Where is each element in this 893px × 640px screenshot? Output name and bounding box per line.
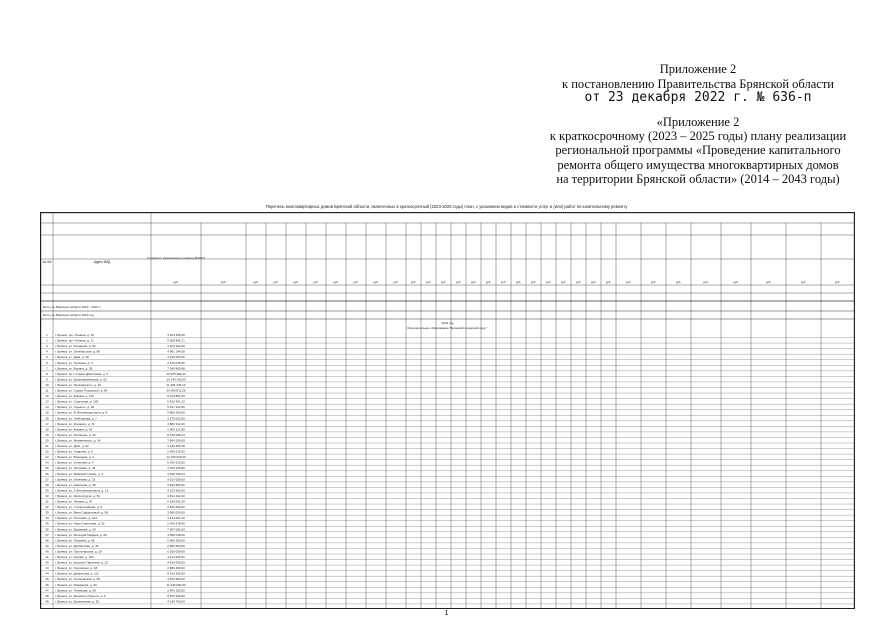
row-cost: 2 345 678,90 bbox=[167, 521, 185, 526]
row-number: 11 bbox=[45, 388, 49, 393]
row-address: г. Брянск, ул. Кирова, д. 103 bbox=[55, 555, 94, 559]
row-address: г. Брянск, ул. Грибоедова, д. 7 bbox=[55, 416, 97, 421]
row-cost: 3 900 000,00 bbox=[167, 510, 185, 515]
appendix-title: Приложение 2 bbox=[659, 62, 737, 76]
row-address: г. Брянск, ул. Пролетарская, д. 19 bbox=[55, 549, 102, 554]
row-address: г. Брянск, ул. Ново-Советская, д. 92 bbox=[55, 521, 105, 526]
page-number: 1 bbox=[444, 610, 449, 617]
row-cost: 5 620 800,00 bbox=[167, 482, 185, 487]
row-cost: 2 800 500,00 bbox=[167, 543, 185, 548]
row-cost: 3 408 760,24 bbox=[167, 471, 185, 476]
row-number: 7 bbox=[46, 366, 48, 371]
unit-cell: руб. bbox=[590, 280, 597, 284]
row-cost: 7 604 300,00 bbox=[167, 438, 185, 443]
row-number: 39 bbox=[45, 543, 49, 548]
row-number: 46 bbox=[45, 582, 49, 587]
row-cost: 22 450 812,28 bbox=[166, 388, 186, 393]
appendix-header bbox=[538, 62, 858, 106]
row-address: г. Брянск, ул. 3 Интернационала, д. 13 bbox=[55, 488, 109, 493]
unit-cell: руб. bbox=[515, 280, 522, 284]
row-address: г. Брянск, ул. Ермакова, д. 34 bbox=[55, 527, 96, 532]
row-cost: 9 805 200,00 bbox=[167, 410, 185, 415]
unit-cell: руб. bbox=[765, 280, 772, 284]
row-address: г. Брянск, ул. Крахмалева, д. 35 bbox=[55, 599, 99, 604]
row-cost: 7 007 000,00 bbox=[167, 527, 185, 532]
row-address: г. Брянск, ул. Красных Партизан, д. 12 bbox=[55, 560, 108, 565]
row-address: г. Брянск, ул. Фокина, д. 119 bbox=[55, 394, 94, 399]
row-number: 4 bbox=[46, 349, 48, 354]
row-number: 49 bbox=[45, 599, 49, 604]
row-number: 12 bbox=[45, 394, 49, 399]
row-number: 3 bbox=[46, 344, 48, 349]
unit-cell: руб. bbox=[733, 280, 739, 284]
row-cost: 2 450 102,00 bbox=[167, 588, 185, 593]
unit-cell: руб. bbox=[313, 280, 319, 284]
unit-cell: руб. bbox=[675, 280, 682, 284]
row-cost: 4 914 545,28 bbox=[167, 333, 185, 337]
row-address: г. Брянск, ул. Октябрьская, д. 98 bbox=[55, 349, 100, 354]
unit-cell: руб. bbox=[575, 280, 582, 284]
row-cost: 4 129 000,00 bbox=[167, 355, 185, 360]
row-number: 28 bbox=[45, 482, 49, 487]
row-cost: 3 276 000,00 bbox=[167, 416, 185, 421]
row-address: г. Брянск, ул. Бежицкая, д. 1 bbox=[55, 455, 95, 460]
inner-appendix-line: региональной программы «Проведение капитального bbox=[555, 143, 841, 158]
row-number: 5 bbox=[46, 355, 48, 360]
unit-cell: руб. bbox=[545, 280, 552, 284]
row-cost: 5 210 250,00 bbox=[167, 571, 185, 576]
unit-cell: руб. bbox=[605, 280, 612, 284]
row-cost: 3 812 412,00 bbox=[167, 493, 185, 498]
unit-cell: руб. bbox=[440, 280, 447, 284]
unit-cell: руб. bbox=[625, 280, 632, 284]
unit-cell: руб. bbox=[425, 280, 432, 284]
row-number: 17 bbox=[45, 421, 49, 426]
row-number: 30 bbox=[45, 493, 49, 498]
row-address: г. Брянск, ул. Ульянова, д. 4 bbox=[55, 460, 94, 465]
row-number: 18 bbox=[45, 427, 49, 432]
row-address: г. Брянск, ул. Дуки, д. 48 bbox=[55, 355, 89, 360]
row-number: 33 bbox=[45, 510, 49, 515]
row-number: 14 bbox=[45, 405, 49, 410]
row-cost: 9 208 856,71 bbox=[167, 338, 185, 343]
row-address: г. Брянск, ул. Луначарского, д. 40 bbox=[55, 382, 101, 387]
row-address: г. Брянск, ул. Донбасская, д. 46 bbox=[55, 543, 99, 548]
row-cost: 3 670 900,00 bbox=[167, 577, 185, 582]
unit-cell: руб. bbox=[410, 280, 417, 284]
total-row-label: Итого по Брянской области 2023 год bbox=[43, 313, 94, 317]
row-number: 19 bbox=[45, 432, 49, 437]
header-cell: Адрес МКД bbox=[93, 260, 111, 264]
total-row-label: Итого по Брянской области 2023 - 2025 гг bbox=[43, 305, 101, 309]
row-cost: 6 200 000,00 bbox=[167, 549, 185, 554]
row-number: 1 bbox=[46, 333, 48, 337]
row-address: г. Брянск, ул. Фокина, д. 42 bbox=[55, 427, 93, 432]
unit-cell: руб. bbox=[455, 280, 462, 284]
unit-cell: руб. bbox=[293, 280, 299, 284]
row-address: г. Брянск, пр-т Ленина, д. 15 bbox=[55, 333, 94, 337]
row-number: 16 bbox=[45, 416, 49, 421]
unit-cell: руб. bbox=[500, 280, 507, 284]
unit-cell: руб. bbox=[834, 280, 841, 284]
header-cell: № п/п bbox=[42, 260, 52, 264]
row-cost: 4 140 700,00 bbox=[167, 599, 185, 604]
appendix-inner-header bbox=[538, 115, 858, 186]
district-label: Муниципальное образование "Брянский городской округ" bbox=[407, 326, 488, 330]
row-number: 32 bbox=[45, 505, 49, 510]
row-address: г. Брянск, ул. Вали Сафроновой, д. 58 bbox=[55, 510, 108, 515]
row-number: 44 bbox=[45, 571, 49, 576]
unit-cell: руб. bbox=[470, 280, 477, 284]
row-address: г. Брянск, ул. Менжинского, д. 14 bbox=[55, 438, 101, 443]
row-number: 36 bbox=[45, 527, 49, 532]
row-number: 8 bbox=[46, 371, 48, 376]
row-number: 15 bbox=[45, 410, 49, 415]
unit-cell: руб. bbox=[173, 280, 179, 284]
row-address: г. Брянск, ул. Клинцовская, д. 55 bbox=[55, 577, 100, 582]
row-address: г. Брянск, ул. Камозина, д. 38 bbox=[55, 482, 96, 487]
row-address: г. Брянск, ул. Сталелитейная, д. 9 bbox=[55, 505, 102, 510]
row-cost: 4 780 125,66 bbox=[167, 466, 185, 471]
row-cost: 2 980 400,00 bbox=[167, 566, 185, 571]
row-number: 48 bbox=[45, 593, 49, 598]
row-number: 26 bbox=[45, 471, 49, 476]
unit-cell: руб. bbox=[253, 280, 259, 284]
row-cost: 4 420 000,00 bbox=[167, 560, 185, 565]
row-number: 45 bbox=[45, 577, 49, 582]
row-number: 24 bbox=[45, 460, 49, 465]
inner-appendix-line: к краткосрочному (2023 – 2025 годы) плану реализации bbox=[549, 129, 847, 144]
appendix-date-number: от 23 декабря 2022 г. № 636-п bbox=[584, 90, 812, 105]
row-address: г. Брянск, ул. Брянского Фронта, д. 6 bbox=[55, 593, 106, 598]
row-cost: 7 040 809,98 bbox=[167, 366, 185, 371]
unit-cell: руб. bbox=[800, 280, 807, 284]
row-cost: 3 550 018,00 bbox=[167, 532, 185, 537]
unit-cell: руб. bbox=[560, 280, 567, 284]
inner-appendix-line: ремонта общего имущества многоквартирных домов bbox=[557, 157, 839, 172]
row-cost: 6 109 001,00 bbox=[167, 499, 185, 504]
row-address: г. Брянск, пр-т Станке Димитрова, д. 5 bbox=[55, 371, 109, 376]
row-cost: 10 140 100,00 bbox=[166, 377, 186, 382]
row-address: г. Брянск, ул. Калинина, д. 84 bbox=[55, 344, 96, 349]
row-cost: 3 120 450,18 bbox=[167, 444, 185, 448]
row-cost: 11 640 000,00 bbox=[166, 582, 186, 587]
row-cost: 6 870 330,00 bbox=[167, 593, 185, 598]
unit-cell: руб. bbox=[353, 280, 359, 284]
unit-cell: руб. bbox=[273, 280, 279, 284]
row-number: 22 bbox=[45, 449, 49, 454]
row-address: г. Брянск, ул. Горького, д. 33 bbox=[55, 405, 95, 410]
row-address: г. Брянск, ул. Красноармейская, д. 62 bbox=[55, 377, 107, 382]
row-number: 27 bbox=[45, 477, 49, 482]
unit-cell: руб. bbox=[485, 280, 492, 284]
row-number: 6 bbox=[46, 360, 48, 365]
row-address: г. Брянск, ул. Софьи Перовской, д. 66 bbox=[55, 388, 108, 393]
row-cost: 4 901 144,58 bbox=[167, 349, 185, 354]
row-cost: 8 140 008,14 bbox=[167, 432, 185, 437]
row-number: 37 bbox=[45, 532, 49, 537]
row-number: 29 bbox=[45, 488, 49, 493]
row-cost: 2 450 615,20 bbox=[167, 449, 185, 454]
row-address: г. Брянск, ул. III Интернационала, д. 8 bbox=[55, 410, 108, 415]
row-number: 13 bbox=[45, 399, 49, 404]
unit-cell: руб. bbox=[530, 280, 537, 284]
row-number: 23 bbox=[45, 455, 49, 460]
unit-cell: руб. bbox=[373, 280, 379, 284]
row-cost: 3 114 220,00 bbox=[167, 555, 185, 559]
row-address: г. Брянск, ул. Пушкина, д. 65 bbox=[55, 538, 95, 543]
row-number: 43 bbox=[45, 566, 49, 571]
row-number: 9 bbox=[46, 377, 48, 382]
row-number: 40 bbox=[45, 549, 49, 554]
row-number: 42 bbox=[45, 560, 49, 565]
row-number: 10 bbox=[45, 382, 49, 387]
row-cost: 4 414 001,20 bbox=[167, 516, 185, 521]
row-cost: 5 123 881,00 bbox=[167, 394, 185, 399]
row-address: г. Брянск, ул. Металлургов, д. 52 bbox=[55, 493, 101, 498]
table-grid bbox=[41, 213, 854, 608]
row-cost: 5 017 234,56 bbox=[167, 405, 185, 410]
row-number: 34 bbox=[45, 516, 49, 521]
row-address: г. Брянск, ул. Гагарина, д. 5 bbox=[55, 449, 93, 454]
row-cost: 6 334 210,00 bbox=[167, 460, 185, 465]
appendix-resolution: к постановлению Правительства Брянской области bbox=[562, 76, 834, 91]
table-caption: Перечень многоквартирных домов Брянской области, включенных в краткосрочный (2023-2025 годы) план, с указанием видов и стоимости услуг и (или) работ по капитальному ремонту bbox=[265, 204, 628, 209]
unit-cell: руб. bbox=[333, 280, 339, 284]
inner-appendix-line: на территории Брянской области» (2014 – 2043 годы) bbox=[556, 171, 840, 186]
unit-cell: руб. bbox=[393, 280, 399, 284]
inner-appendix-title: «Приложение 2 bbox=[656, 115, 740, 129]
row-number: 21 bbox=[45, 444, 49, 448]
row-address: г. Брянск, ул. Почтовая, д. 124 bbox=[55, 516, 97, 521]
row-cost: 3 104 104,00 bbox=[167, 344, 185, 349]
row-address: г. Брянск, ул. Орловская, д. 18 bbox=[55, 566, 98, 571]
row-cost: 2 810 320,00 bbox=[167, 505, 185, 510]
row-address: г. Брянск, ул. Ромашина, д. 33 bbox=[55, 582, 97, 587]
row-number: 38 bbox=[45, 538, 49, 543]
row-address: г. Брянск, ул. Димитрова, д. 112 bbox=[55, 571, 99, 576]
row-cost: 4 223 900,00 bbox=[167, 488, 185, 493]
row-address: г. Брянск, ул. Майской Стачки, д. 3 bbox=[55, 471, 103, 476]
row-address: г. Брянск, ул. Пушкина, д. 3 bbox=[55, 360, 93, 365]
row-cost: 5 905 300,00 bbox=[167, 538, 185, 543]
row-address: г. Брянск, ул. Фокина, д. 28 bbox=[55, 366, 93, 371]
row-cost: 2 909 127,80 bbox=[167, 427, 185, 432]
unit-cell: руб. bbox=[650, 280, 657, 284]
unit-cell: руб. bbox=[220, 280, 227, 284]
row-address: г. Брянск, ул. Тельмана, д. 68 bbox=[55, 588, 96, 593]
row-cost: 2 519 078,46 bbox=[167, 360, 185, 365]
row-address: г. Брянск, ул. Советская, д. 103 bbox=[55, 399, 99, 404]
row-number: 2 bbox=[46, 338, 48, 343]
year-label: 2023 год bbox=[441, 321, 454, 325]
row-address: г. Брянск, ул. Урицкого, д. 72 bbox=[55, 421, 95, 426]
unit-cell: руб. bbox=[703, 280, 709, 284]
row-address: г. Брянск, ул. Молодой Гвардии, д. 66 bbox=[55, 532, 107, 537]
row-number: 25 bbox=[45, 466, 49, 471]
row-address: г. Брянск, ул. Дуки, д. 62 bbox=[55, 444, 89, 448]
row-address: г. Брянск, ул. Литейная, д. 44 bbox=[55, 466, 96, 471]
row-address: г. Брянск, ул. Ленина, д. 97 bbox=[55, 499, 93, 504]
row-number: 41 bbox=[45, 555, 49, 559]
row-cost: 4 881 512,40 bbox=[167, 421, 185, 426]
row-number: 20 bbox=[45, 438, 49, 443]
row-cost: 16 975 386,44 bbox=[166, 371, 186, 376]
works-table bbox=[40, 212, 855, 609]
row-address: г. Брянск, ул. Калинина, д. 93 bbox=[55, 432, 96, 437]
row-cost: 6 812 901,12 bbox=[167, 399, 185, 404]
row-number: 35 bbox=[45, 521, 49, 526]
row-number: 31 bbox=[45, 499, 49, 504]
header-cell: Стоимость капитального ремонта ВСЕГО bbox=[147, 256, 205, 260]
row-cost: 12 150 000,00 bbox=[166, 455, 186, 460]
row-address: г. Брянск, пр-т Ленина, д. 17 bbox=[55, 338, 94, 343]
row-number: 47 bbox=[45, 588, 49, 593]
row-cost: 9 017 000,00 bbox=[167, 477, 185, 482]
row-cost: 11 284 478,10 bbox=[166, 382, 186, 387]
row-address: г. Брянск, ул. Ульянова, д. 31 bbox=[55, 477, 96, 482]
